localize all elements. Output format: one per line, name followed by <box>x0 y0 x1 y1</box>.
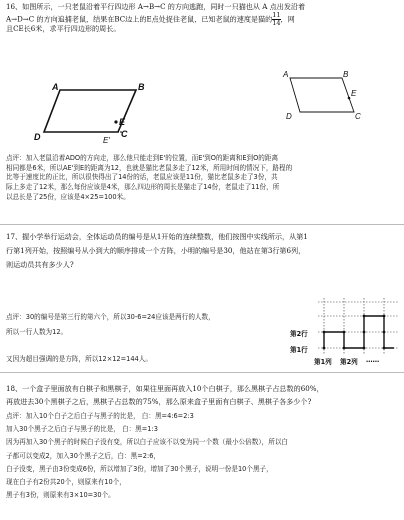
problem-18 <box>6 382 398 502</box>
point-E-marker-1 <box>114 120 117 123</box>
explain-16-line-4: 际上多走了12米，那么每份应该是4米，那么四边形的周长是猫走了14份，老鼠走了11份，所 <box>6 183 280 192</box>
problem-16-line-2-tail: ，网 <box>280 14 295 24</box>
parallelogram-2-outline <box>290 78 357 112</box>
explain-17-line-1: 点评：30的编号是第三行的第六个，所以30-6=24应该是两行的人数， <box>6 313 215 321</box>
explain-17-line-4: 又因为超目强调的是方阵，所以12×12=144人。 <box>6 355 152 363</box>
grid-label-dots: …… <box>366 356 380 364</box>
explain-16-line-1: 点评：加入老鼠沿着ADO的方向走，那么他只能走到E'的位置，而E'到O的距离和E到O的距离 <box>6 154 279 162</box>
problem-17-explanation <box>6 310 278 367</box>
grid-label-col-1: 第1列 <box>314 358 332 366</box>
problem-16-statement <box>6 2 398 35</box>
problem-18-line-2: 再放进去30个黑棋子之后，黑棋子占总数的75%，那么原来盒子里面有白棋子、黑棋子各多少个? <box>6 397 312 406</box>
fig1-label-C: C <box>121 129 128 139</box>
explain-18-line-1: 点评：加入10个白子之后白子与黑子的比是， 白：黑=4:6=2:3 <box>6 412 194 420</box>
fig2-label-D: D <box>286 112 292 121</box>
problem-18-explanation <box>6 410 398 502</box>
grid-label-row-2: 第2行 <box>290 330 308 338</box>
section-divider-1 <box>0 224 404 225</box>
fig1-label-B: B <box>138 82 145 92</box>
explain-16-line-3: 比等于速度比的正比，所以很快得出了14份的话，老鼠应该是11份，猫比老鼠多走了3份，共 <box>6 173 278 182</box>
problem-18-line-1: 18、一个盒子里面放有白棋子和黑棋子，如果往里面再放入10个白棋子，那么黑棋子占总数的60%， <box>6 384 324 393</box>
parallelogram-figure-2 <box>270 70 380 134</box>
explain-17-line-2: 所以一行人数为12。 <box>6 328 68 336</box>
problem-17-line-3: 则运动员共有多少人? <box>6 260 74 269</box>
fig1-label-D: D <box>34 132 41 142</box>
problem-16-line-2-text: A→D→C 的方向追捕老鼠，结果在BC边上的E点处捉住老鼠，已知老鼠的速度是猫的 <box>6 14 273 24</box>
explain-18-line-5: 白子没变，黑子由3份变成6份，所以增加了3份，增加了30个黑子，说明一份是10个黑子， <box>6 464 273 473</box>
fig2-label-C: C <box>355 112 361 121</box>
problem-16-line-1: 16、如图所示，一只老鼠沿着平行四边形 A→B→C 的方向逃跑，同时一只猫也从 A 点出发沿着 <box>6 2 306 11</box>
explain-18-line-3: 因为再加入30个黑子的时候白子没有变，所以白子应该不以变为同一个数（最小公倍数），所以白 <box>6 438 289 447</box>
section-divider-2 <box>0 372 404 373</box>
grid-label-row-1: 第1行 <box>290 346 308 354</box>
explain-17-line-3 <box>6 340 278 352</box>
explain-18-line-7: 黑子有3份，则原来有3×10=30个。 <box>6 491 115 500</box>
fig1-label-E: E <box>119 117 126 127</box>
problem-17-line-2: 行第1列开始，按照编号从小到大的顺序排成一个方阵，小明的编号是30，他站在第3行第6列， <box>6 246 306 255</box>
explain-18-line-4: 子都可以变成2，加入30个黑子之后，白：黑=2:6， <box>6 451 161 460</box>
problem-16 <box>6 2 398 35</box>
grid-dashed-lines <box>318 298 398 354</box>
problem-16-line-3: 且CE长6米，求平行四边形的周长。 <box>6 24 121 34</box>
problem-17-line-1: 17、握小学举行运动会，全体运动员的编号是从1开始的连续整数，他们按图中实线所示，从第1 <box>6 232 308 241</box>
fig1-label-E-prime: E' <box>103 136 110 145</box>
grid-label-col-2: 第2列 <box>340 358 358 366</box>
explain-18-line-6: 现在白子有2份共20个，则原来有10个， <box>6 478 126 487</box>
speed-ratio-fraction <box>272 12 280 27</box>
fig2-label-E: E <box>351 89 357 98</box>
fraction-numerator: 11 <box>272 11 281 20</box>
fig1-label-A: A <box>52 82 59 92</box>
problem-17 <box>6 230 398 272</box>
problem-16-line-2 <box>6 11 398 28</box>
explain-16-line-2: 相同都是6米，所以AE'到E的距离为12，也就是猫比老鼠多走了12米，所用时间的情况下，路程的 <box>6 163 293 172</box>
explain-16-line-5: 以总长是了25份，应该是4×25=100米。 <box>6 192 130 201</box>
point-E-marker-2 <box>348 97 351 100</box>
parallelogram-figure-1 <box>40 86 150 148</box>
explain-18-line-2: 加入30个黑子之后白子与黑子的比是， 白：黑=1:3 <box>6 425 158 434</box>
problem-18-statement <box>6 382 398 408</box>
problem-17-statement <box>6 230 398 272</box>
fig2-label-B: B <box>343 70 349 79</box>
fig2-label-A: A <box>283 70 289 79</box>
problem-16-explanation <box>6 154 398 203</box>
fraction-denominator: 14 <box>272 19 281 28</box>
